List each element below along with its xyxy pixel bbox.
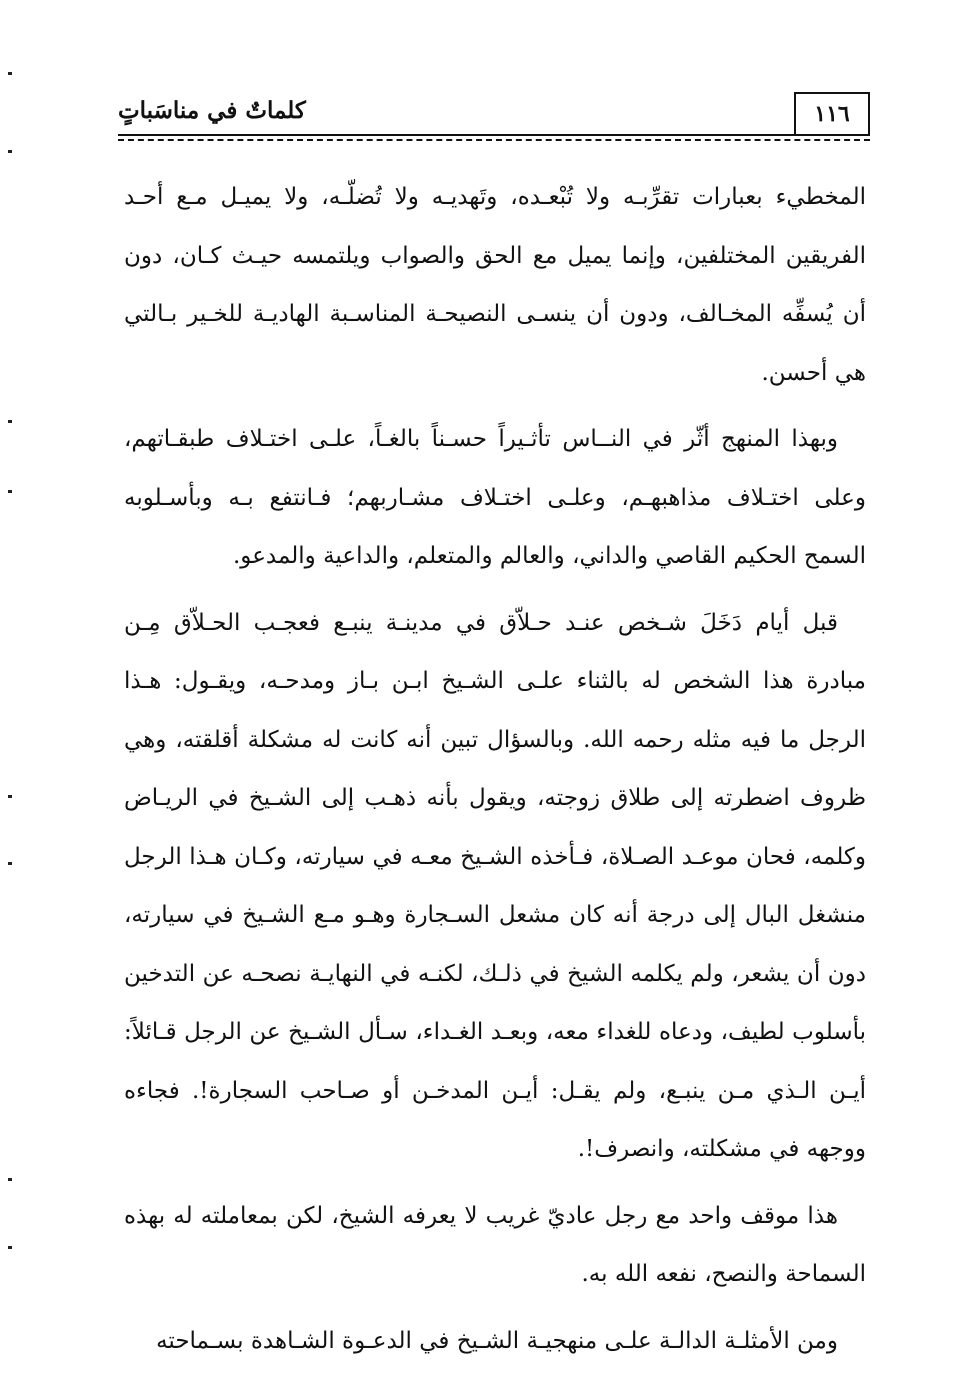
- body-text: [124, 168, 866, 1378]
- scan-mark: [8, 795, 12, 798]
- scan-mark: [8, 420, 12, 423]
- scan-mark: [8, 72, 12, 75]
- scan-mark: [8, 862, 12, 865]
- scan-mark: [8, 490, 12, 493]
- page-header: [118, 92, 870, 146]
- scan-mark: [8, 1246, 12, 1249]
- paragraph: وبهذا المنهج أثّر في النــاس تأثـيراً حسـناً بالغـاً، علـى اختـلاف طبقـاتهم، وعلى اختـلاف مذاهبهـم، وعلـى اختـلاف مشـاربهم؛ فـانتفع بـه وبأسـلوبه السمح الحكيم القاصي والداني، والعالم والمتعلم، والداعية والمدعو.: [124, 426, 866, 569]
- page-number: ١١٦: [794, 92, 870, 134]
- paragraph: هذا موقف واحد مع رجل عاديّ غريب لا يعرفه الشيخ، لكن بمعاملته له بهذه السماحة والنصح، نفعه الله به.: [124, 1202, 866, 1287]
- header-rule: [118, 134, 870, 136]
- paragraph: المخطيء بعبارات تقرِّبـه ولا تُبْعـده، وتَهديـه ولا تُضلّـه، ولا يميـل مـع أحـد الفريقين المختلفين، وإنما يميل مع الحق والصواب ويلتمسه حيـث كـان، دون أن يُسفِّه المخـالف، ودون أن ينسـى النصيحـة المناسـبة الهاديـة للخـير بـالتي هي أحسن.: [124, 184, 866, 386]
- scan-mark: [8, 1178, 12, 1181]
- paragraph: ومن الأمثلـة الدالـة علـى منهجيـة الشـيخ في الدعـوة الشـاهدة بسـماحته: [156, 1327, 838, 1354]
- running-title: كلماتٌ في مناسَباتٍ: [118, 97, 306, 124]
- scan-mark: [8, 150, 12, 153]
- paragraph: قبل أيام دَخَلَ شـخص عنـد حـلاّق في مدينـة ينبـع فعجـب الحـلاّق مِـن مبادرة هذا الشخص له بالثناء علـى الشـيخ ابـن بـاز ومدحـه، ويقـول: هـذا الرجل ما فيه مثله رحمه الله. وبالسؤال تبين أنه كانت له مشكلة أقلقته، وهي ظروف اضطرته إلى طلاق زوجته، ويقول بأنه ذهـب إلى الشـيخ في الريـاض وكلمه، فحان موعـد الصـلاة، فـأخذه الشـيخ معـه في سيارته، وكـان هـذا الرجل منشغل البال إلى درجة أنه كان مشعل السـجارة وهـو مـع الشـيخ في سيارته، دون أن يشعر، ولم يكلمه الشيخ في ذلـك، لكنـه في النهايـة نصحـه عن التدخين بأسلوب لطيف، ودعاه للغداء معه، وبعـد الغـداء، سـأل الشـيخ عن الرجل قـائلاً: أيـن الـذي مـن ينبـع، ولم يقـل: أيـن المدخـن أو صـاحب السجارة!. فجاءه ووجهه في مشكلته، وانصرف!.: [124, 609, 866, 1162]
- header-rule-dashed: [118, 139, 870, 141]
